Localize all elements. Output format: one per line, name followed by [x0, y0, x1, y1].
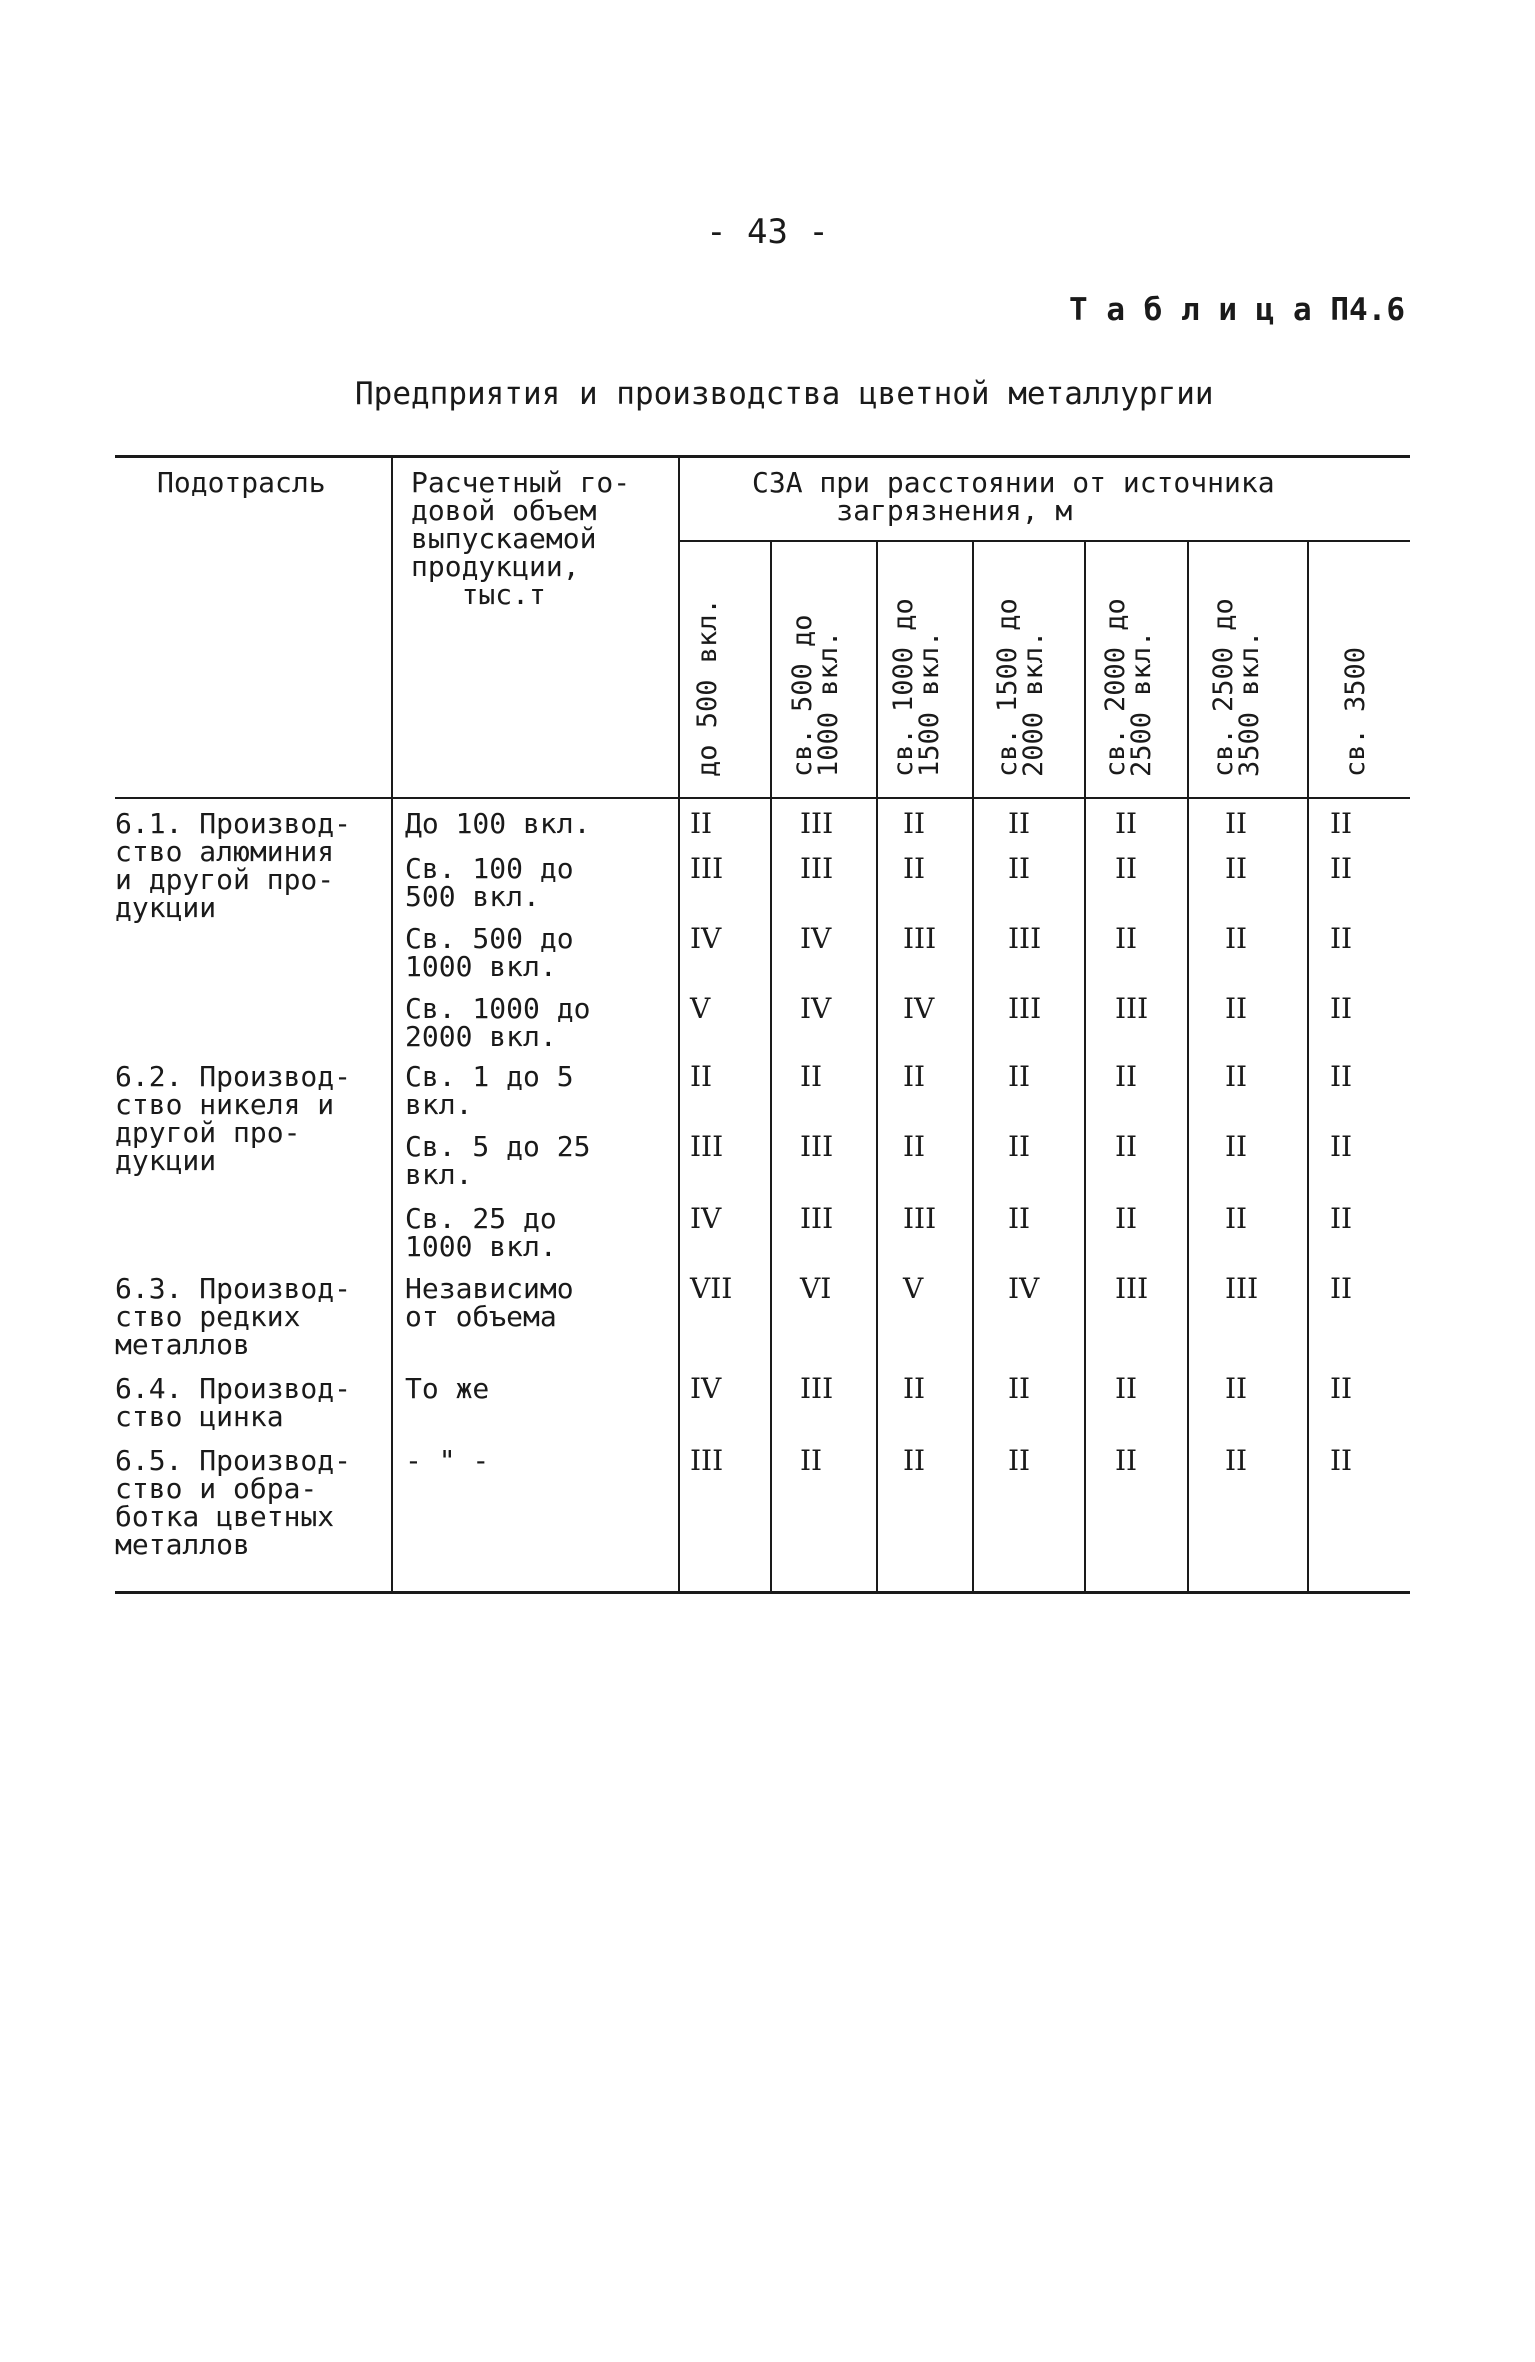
class-mark: II [1008, 1444, 1031, 1477]
class-mark: II [903, 1130, 926, 1163]
class-mark: V [690, 992, 711, 1025]
class-mark: II [1225, 1202, 1248, 1235]
class-mark: III [1115, 1272, 1149, 1305]
volume-cell: То же [405, 1372, 490, 1405]
class-mark: IV [690, 1202, 722, 1235]
bottom-rule [115, 1591, 1410, 1594]
class-mark: IV [903, 992, 935, 1025]
class-mark: II [1225, 852, 1248, 885]
class-mark: II [1008, 1060, 1031, 1093]
volume-cell: Св. 500 до 1000 вкл. [405, 922, 574, 983]
class-mark: VII [690, 1272, 733, 1305]
distance-header: св. 1000 до 1500 вкл. [888, 598, 945, 777]
header-volume: Расчетный го- довой объем выпускаемой продукции, тыс.т [411, 466, 631, 611]
class-mark: II [1115, 1060, 1138, 1093]
col-divider [1084, 541, 1086, 1593]
class-mark: II [1225, 1130, 1248, 1163]
group-name: 6.5. Производ- ство и обра- ботка цветных металлов [115, 1444, 352, 1561]
class-mark: II [1115, 1202, 1138, 1235]
class-mark: II [1225, 922, 1248, 955]
distance-header: до 500 вкл. [692, 598, 723, 777]
col-divider [972, 541, 974, 1593]
class-mark: II [1008, 1372, 1031, 1405]
volume-cell: Св. 1000 до 2000 вкл. [405, 992, 591, 1053]
class-mark: III [1225, 1272, 1259, 1305]
distance-header: св. 2000 до 2500 вкл. [1100, 598, 1157, 777]
class-mark: III [690, 1130, 724, 1163]
header-sza: СЗА при расстоянии от источника загрязнения, м [752, 466, 1275, 527]
class-mark: II [1330, 807, 1353, 840]
group-name: 6.1. Производ- ство алюминия и другой про- дукции [115, 807, 352, 924]
page-number: - 43 - [706, 212, 829, 252]
col-divider [391, 455, 393, 1593]
class-mark: II [1008, 807, 1031, 840]
group-name: 6.3. Производ- ство редких металлов [115, 1272, 352, 1361]
class-mark: II [1330, 922, 1353, 955]
class-mark: III [690, 1444, 724, 1477]
class-mark: IV [690, 922, 722, 955]
distance-header: св. 3500 [1340, 646, 1371, 777]
table-label: Т а б л и ц а П4.6 [1069, 292, 1405, 328]
volume-cell: До 100 вкл. [405, 807, 591, 840]
data-table [115, 455, 1410, 1595]
class-mark: III [1115, 992, 1149, 1025]
class-mark: IV [690, 1372, 722, 1405]
class-mark: II [1330, 992, 1353, 1025]
class-mark: II [1115, 1372, 1138, 1405]
class-mark: II [1225, 1444, 1248, 1477]
class-mark: II [1115, 1444, 1138, 1477]
class-mark: III [1008, 992, 1042, 1025]
class-mark: II [1008, 1130, 1031, 1163]
class-mark: II [1225, 992, 1248, 1025]
volume-cell: - " - [405, 1444, 490, 1477]
col-divider [770, 541, 772, 1593]
class-mark: II [903, 1444, 926, 1477]
class-mark: III [690, 852, 724, 885]
volume-cell: Св. 100 до 500 вкл. [405, 852, 574, 913]
class-mark: II [1115, 1130, 1138, 1163]
header-bottom-rule [115, 797, 1410, 799]
class-mark: II [1115, 807, 1138, 840]
class-mark: II [690, 807, 713, 840]
group-name: 6.2. Производ- ство никеля и другой про- дукции [115, 1060, 352, 1177]
class-mark: II [800, 1444, 823, 1477]
class-mark: II [1008, 852, 1031, 885]
volume-cell: Св. 1 до 5 вкл. [405, 1060, 574, 1121]
top-rule [115, 455, 1410, 458]
class-mark: IV [800, 992, 832, 1025]
distance-header: св. 2500 до 3500 вкл. [1208, 598, 1265, 777]
col-divider [1187, 541, 1189, 1593]
sza-header-rule [678, 540, 1410, 542]
class-mark: II [903, 852, 926, 885]
col-divider [678, 455, 680, 1593]
class-mark: II [903, 1372, 926, 1405]
class-mark: III [1008, 922, 1042, 955]
class-mark: III [800, 852, 834, 885]
class-mark: II [1225, 1060, 1248, 1093]
class-mark: II [1225, 807, 1248, 840]
class-mark: II [1225, 1372, 1248, 1405]
class-mark: II [1330, 1060, 1353, 1093]
group-name: 6.4. Производ- ство цинка [115, 1372, 352, 1433]
class-mark: II [1008, 1202, 1031, 1235]
volume-cell: Св. 5 до 25 вкл. [405, 1130, 591, 1191]
class-mark: II [1330, 1202, 1353, 1235]
class-mark: III [800, 1202, 834, 1235]
class-mark: IV [1008, 1272, 1040, 1305]
table-title: Предприятия и производства цветной металлургии [355, 376, 1214, 412]
class-mark: V [903, 1272, 924, 1305]
class-mark: II [690, 1060, 713, 1093]
class-mark: II [1115, 852, 1138, 885]
class-mark: III [903, 1202, 937, 1235]
volume-cell: Св. 25 до 1000 вкл. [405, 1202, 557, 1263]
class-mark: II [800, 1060, 823, 1093]
header-subsector: Подотрасль [157, 466, 326, 499]
class-mark: III [800, 807, 834, 840]
class-mark: II [903, 1060, 926, 1093]
class-mark: III [800, 1372, 834, 1405]
class-mark: II [1115, 922, 1138, 955]
class-mark: II [1330, 852, 1353, 885]
class-mark: III [800, 1130, 834, 1163]
col-divider [876, 541, 878, 1593]
class-mark: II [1330, 1372, 1353, 1405]
volume-cell: Независимо от объема [405, 1272, 574, 1333]
class-mark: IV [800, 922, 832, 955]
class-mark: VI [800, 1272, 832, 1305]
class-mark: II [1330, 1130, 1353, 1163]
distance-header: св. 500 до 1000 вкл. [787, 614, 844, 777]
class-mark: III [903, 922, 937, 955]
class-mark: II [1330, 1444, 1353, 1477]
class-mark: II [903, 807, 926, 840]
col-divider [1307, 541, 1309, 1593]
class-mark: II [1330, 1272, 1353, 1305]
distance-header: св. 1500 до 2000 вкл. [992, 598, 1049, 777]
